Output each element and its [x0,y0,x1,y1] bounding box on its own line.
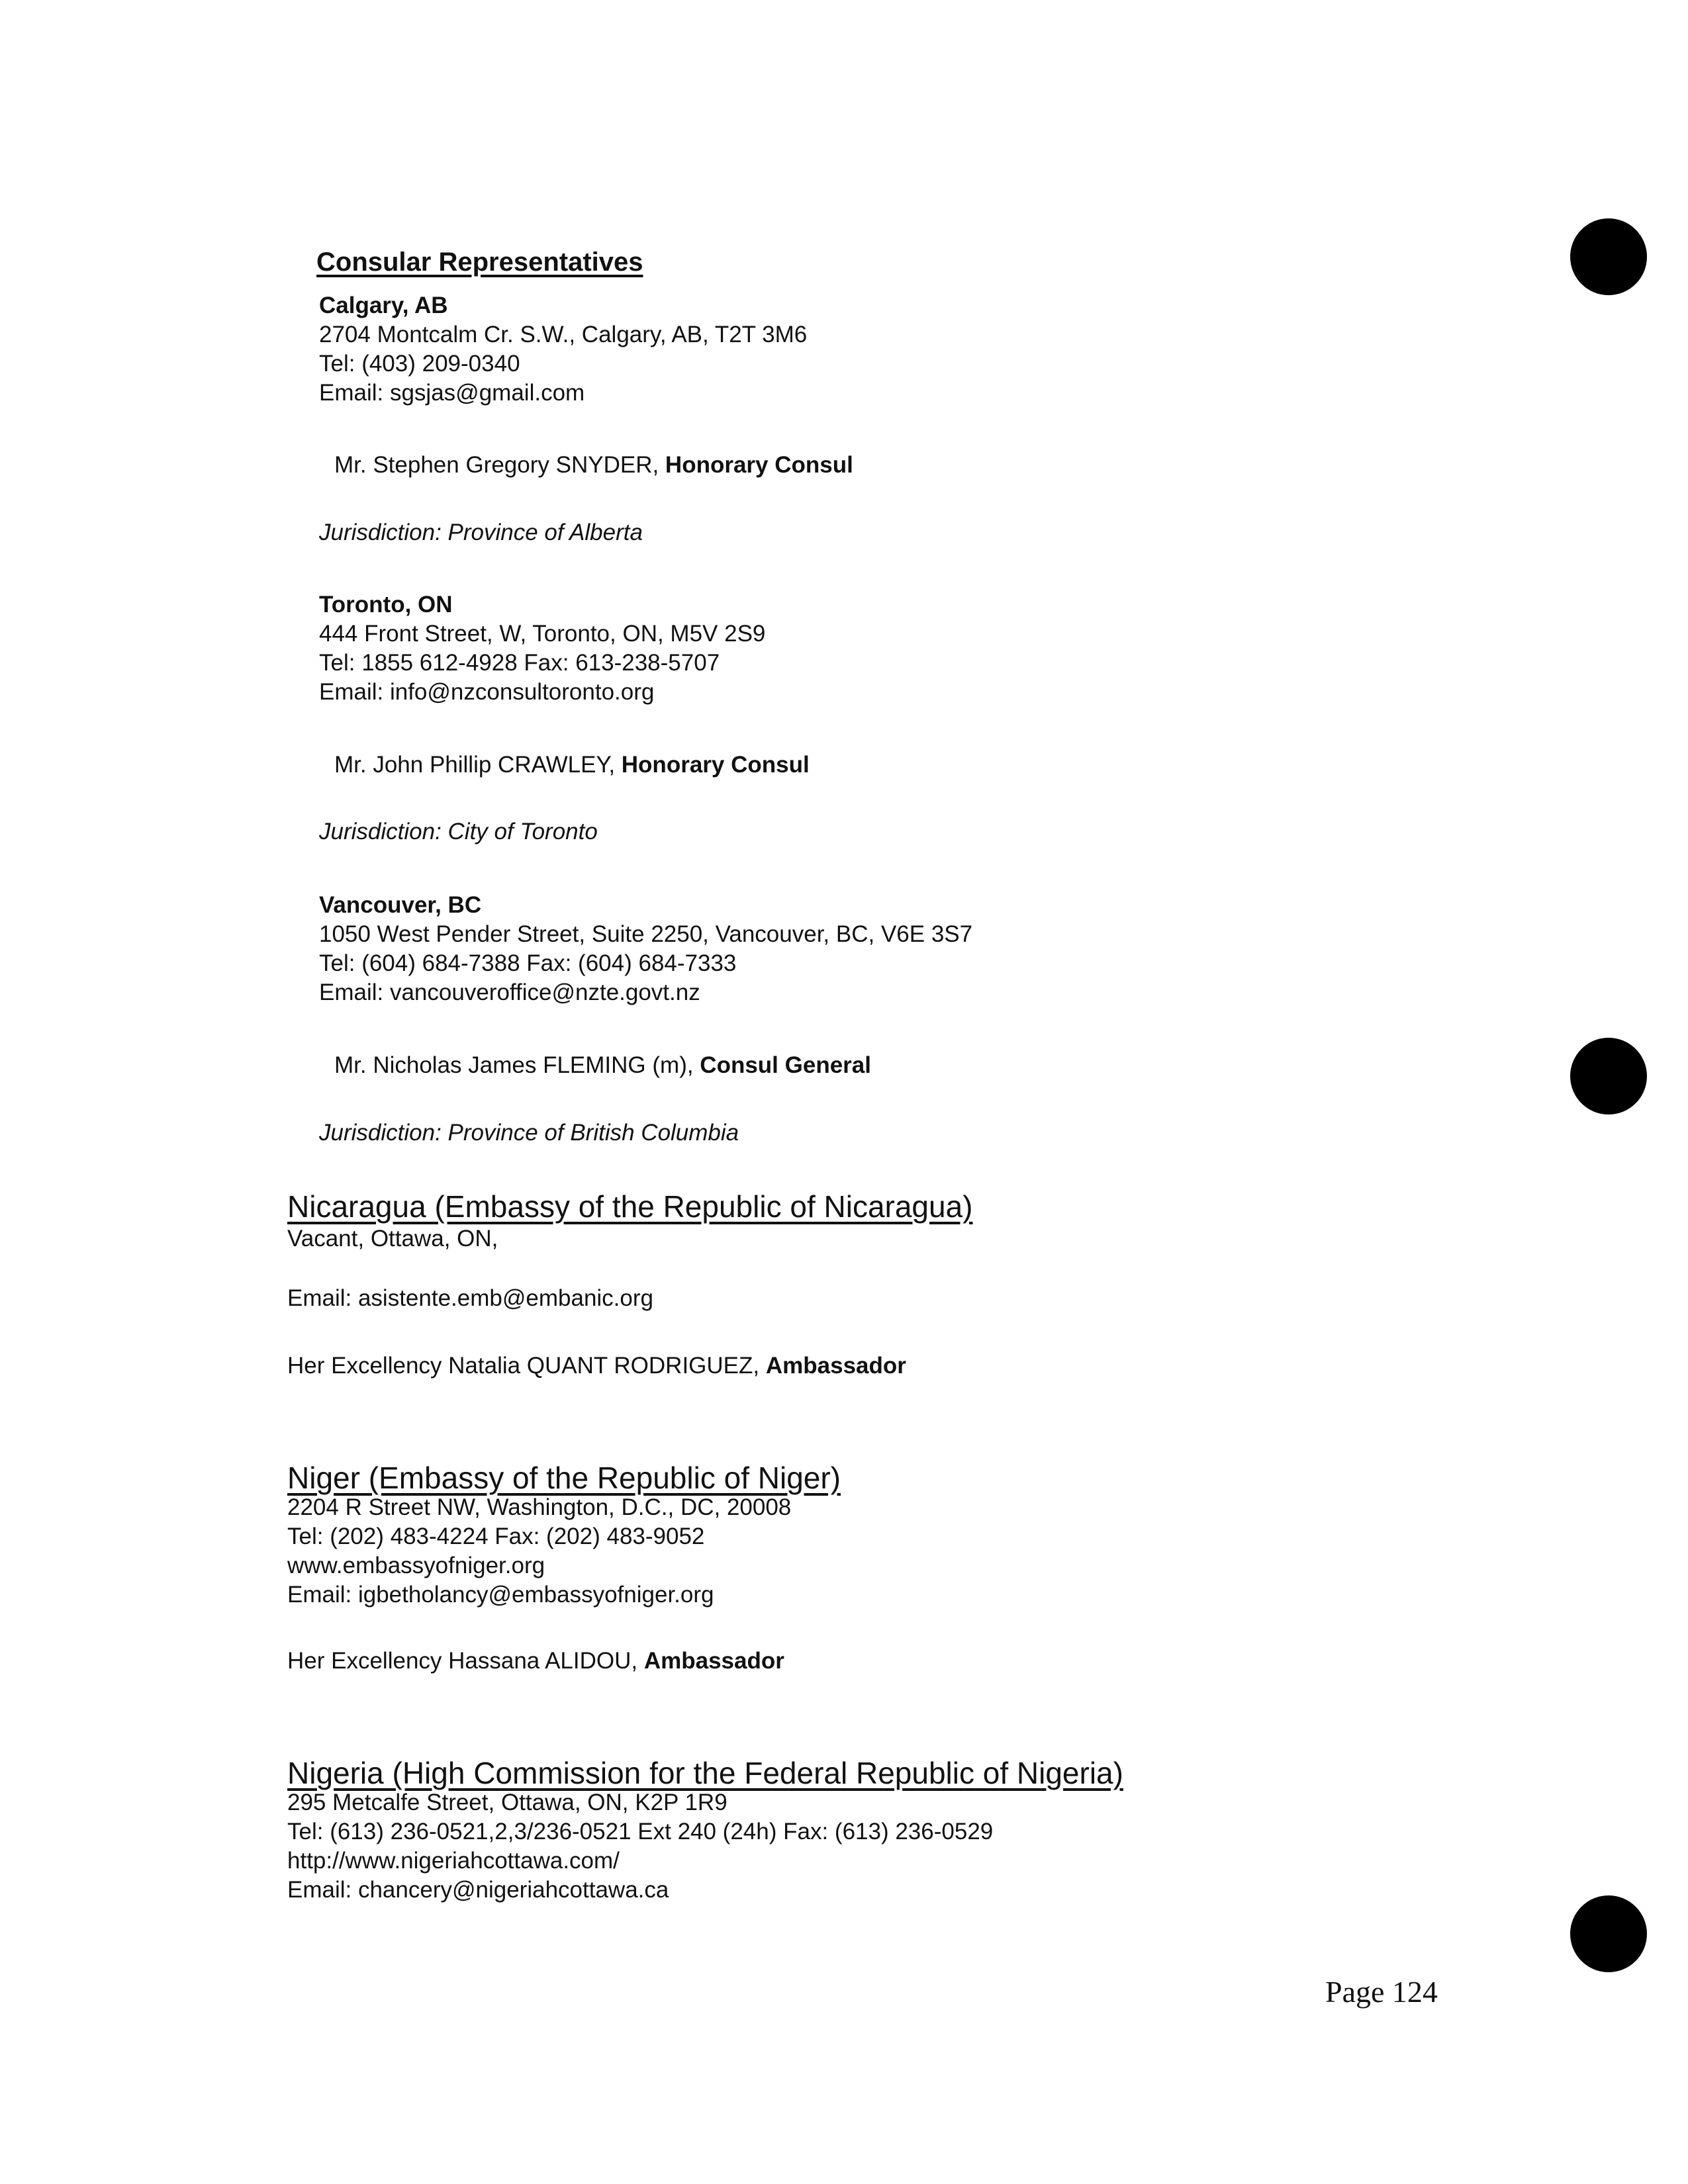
nicaragua-email: Email: asistente.emb@embanic.org [287,1285,653,1311]
toronto-consul-title: Honorary Consul [621,752,810,778]
calgary-tel: Tel: (403) 209-0340 [319,351,520,377]
calgary-consul-name: Mr. Stephen Gregory SNYDER, [334,452,665,478]
calgary-city: Calgary, AB [319,293,448,318]
calgary-email: Email: sgsjas@gmail.com [319,380,585,406]
vancouver-tel: Tel: (604) 684-7388 Fax: (604) 684-7333 [319,950,737,976]
niger-block [287,1493,791,1610]
punch-hole-bottom [1570,1895,1647,1972]
vancouver-address: 1050 West Pender Street, Suite 2250, Vancouver, BC, V6E 3S7 [319,921,973,947]
page-number: Page 124 [1325,1975,1438,2009]
vancouver-city: Vancouver, BC [319,892,482,918]
nicaragua-ambassador [287,1353,906,1379]
niger-address: 2204 R Street NW, Washington, D.C., DC, 20008 [287,1494,792,1520]
calgary-jurisdiction: Jurisdiction: Province of Alberta [319,520,643,545]
nicaragua-ambassador-title: Ambassador [765,1353,906,1379]
punch-hole-middle [1570,1038,1647,1115]
niger-tel: Tel: (202) 483-4224 Fax: (202) 483-9052 [287,1524,705,1549]
nigeria-block [287,1788,993,1905]
toronto-consul [334,752,810,778]
nigeria-heading: Nigeria (High Commission for the Federal Republic of Nigeria) [287,1756,1123,1790]
nicaragua-heading: Nicaragua (Embassy of the Republic of Nicaragua) [287,1189,973,1224]
nicaragua-address: Vacant, Ottawa, ON, [287,1226,498,1251]
toronto-jurisdiction: Jurisdiction: City of Toronto [319,819,598,844]
toronto-tel: Tel: 1855 612-4928 Fax: 613-238-5707 [319,650,720,676]
niger-ambassador-name: Her Excellency Hassana ALIDOU, [287,1648,644,1674]
calgary-block [319,291,807,408]
nigeria-address: 295 Metcalfe Street, Ottawa, ON, K2P 1R9 [287,1790,727,1815]
nigeria-website: http://www.nigeriahcottawa.com/ [287,1848,620,1874]
vancouver-email: Email: vancouveroffice@nzte.govt.nz [319,979,700,1005]
niger-website: www.embassyofniger.org [287,1553,545,1578]
nigeria-email: Email: chancery@nigeriahcottawa.ca [287,1877,669,1903]
calgary-consul-title: Honorary Consul [665,452,853,478]
niger-heading: Niger (Embassy of the Republic of Niger) [287,1461,841,1495]
vancouver-block [319,891,972,1007]
vancouver-consul [334,1052,871,1079]
toronto-email: Email: info@nzconsultoronto.org [319,679,655,705]
toronto-city: Toronto, ON [319,592,453,617]
niger-ambassador [287,1648,784,1674]
niger-email: Email: igbetholancy@embassyofniger.org [287,1582,714,1608]
toronto-block [319,590,765,707]
calgary-consul [334,452,853,478]
calgary-address: 2704 Montcalm Cr. S.W., Calgary, AB, T2T 3M6 [319,322,808,347]
punch-hole-top [1570,218,1647,295]
vancouver-consul-title: Consul General [700,1052,871,1078]
toronto-address: 444 Front Street, W, Toronto, ON, M5V 2S9 [319,621,766,647]
nicaragua-ambassador-name: Her Excellency Natalia QUANT RODRIGUEZ, [287,1353,766,1379]
toronto-consul-name: Mr. John Phillip CRAWLEY, [334,752,622,778]
niger-ambassador-title: Ambassador [643,1648,784,1674]
consular-section-title: Consular Representatives [316,248,643,277]
vancouver-consul-name: Mr. Nicholas James FLEMING (m), [334,1052,700,1078]
nigeria-tel: Tel: (613) 236-0521,2,3/236-0521 Ext 240 (24h) Fax: (613) 236-0529 [287,1819,994,1844]
vancouver-jurisdiction: Jurisdiction: Province of British Columbia [319,1120,739,1146]
